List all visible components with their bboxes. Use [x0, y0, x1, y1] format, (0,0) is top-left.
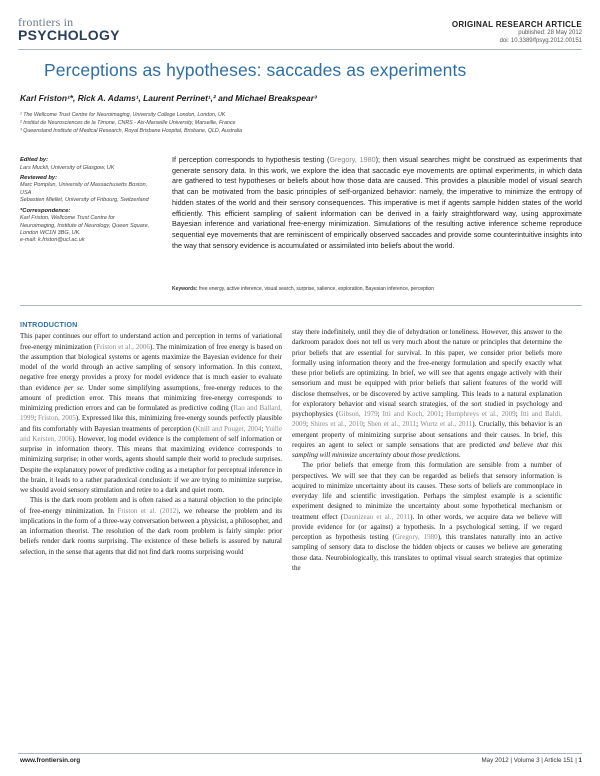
keywords-text: free energy, active inference, visual search, surprise, salience, exploration, Bayesian inference, perception: [198, 286, 434, 292]
editorial-sidebar: [20, 157, 150, 248]
issue-info: May 2012 | Volume 3 | Article 151 |: [481, 757, 577, 764]
keywords-label: Keywords:: [172, 286, 198, 292]
citation-link[interactable]: Itti and Baldi, 2009: [292, 410, 562, 429]
citation-link[interactable]: Daunizeau et al., 2011: [343, 512, 411, 521]
citation-link[interactable]: Yuille and Kersten, 2006: [20, 424, 282, 443]
body-text: ;: [377, 410, 383, 418]
citation-link[interactable]: Friston et al. (2012): [117, 506, 179, 515]
affiliation-2: ² Institut de Neurosciences de la Timone, CNRS - Aix-Marseille University, Marseille, France: [20, 120, 236, 126]
citation-link[interactable]: Shen et al., 2011: [367, 420, 417, 429]
body-text: .: [458, 451, 461, 459]
citation-link[interactable]: Wurtz et al., 2011: [420, 420, 473, 429]
body-text: ;: [515, 410, 521, 418]
citation-link[interactable]: Gregory, 1980: [394, 533, 438, 541]
body-text: ;: [34, 414, 39, 423]
article-type: ORIGINAL RESEARCH ARTICLE: [451, 20, 582, 29]
abstract-divider: [20, 305, 582, 306]
footer-divider: [18, 753, 582, 754]
body-text: ). Crucially, this behavior is an emergent property of minimizing surprise about sensations and their causes. In brief, this requires an agent to select or sample sensations that are predicted: [292, 420, 563, 449]
abstract-citation-link[interactable]: Gregory, 1980: [329, 155, 376, 164]
body-column-left: [20, 320, 282, 557]
keywords: [172, 286, 582, 293]
affiliations: [20, 111, 580, 135]
body-text: ). The minimization of free energy is based on the assumption that biological systems or agents maximize the Bayesian evidence for their model of the world through an active sampling of sensory information. In this context, negative free energy provides a proxy for model evidence that is much easier to evaluate than evidence: [20, 342, 282, 392]
body-column-right: [292, 327, 562, 573]
author-list: Karl Friston¹*, Rick A. Adams¹, Laurent Perrinet¹,² and Michael Breakspear³: [20, 93, 317, 103]
emphasized-text: and believe that this sampling will minimize uncertainty about those predictions: [292, 440, 562, 459]
paragraph: [20, 331, 282, 495]
correspondence-label: *Correspondence:: [20, 207, 71, 214]
body-text: The prior beliefs that emerge from this formulation are sensible from a number of perspectives. We will see that they can be regarded as beliefs that sensory information is acquired to minimize uncertainty about its causes. These sorts of beliefs are commonplace in everyday life and scientific investigation. Perhaps the simplest example is a scientific experiment designed to minimize the uncertainty about some hypothetical mechanism or treatment effect (: [292, 461, 562, 521]
body-text: ;: [261, 424, 266, 433]
body-text: , we rehearse the problem and its implications in the form of a three-way conversation between a physicist, a philosopher, and an information theorist. The resolution of the dark room problem is fairly simple: prior beliefs render dark rooms surprising. The existence of these beliefs is assured by natural selection, in the sense that agents that did not find dark rooms surprising would: [20, 506, 282, 556]
paragraph: [292, 460, 562, 573]
logo-top-text: frontiers in: [18, 15, 74, 29]
edited-by-value: Lars Muckli, University of Glasgow, UK: [20, 164, 115, 171]
body-text: ;: [362, 420, 368, 429]
citation-link[interactable]: Itti and Koch, 2001: [382, 410, 442, 418]
reviewed-by-label: Reviewed by:: [20, 174, 58, 181]
body-text: stay there indefinitely, until they die of dehydration or loneliness. However, this answer to the darkroom paradox does not tell us very much about the nature or principles that determine the prior beliefs that are essential for survival. In this paper, we consider prior beliefs more formally using information theory and the free-energy formulation and specify exactly what these prior beliefs are optimizing. In brief, we will see that agents engage actively with their sensorium and must be equipped with prior beliefs that salient features of the world will disclose themselves, or be discovered by active sampling. This leads to a natural explanation for exploratory behavior and visual search strategies, of the sort studied in psychology and psychophysics (: [292, 328, 562, 418]
citation-link[interactable]: Rao and Ballard, 1999: [20, 404, 282, 423]
abstract: [172, 155, 582, 251]
article-meta: [452, 20, 582, 45]
abstract-text-start: If perception corresponds to hypothesis testing (: [172, 155, 330, 164]
abstract-text-rest: ); then visual searches might be construed as experiments that generate sensory data. In this work, we explore the idea that saccadic eye movements are optimal experiments, in which data are gathered to test hypotheses or beliefs about how those data are caused. This provides a plausible model of visual search that can be motivated from the basic principles of self-organized behavior: namely, the imperative to minimize the entropy of hidden states of the world and their sensory consequences. This imperative is met if agents sample hidden states of the world efficiently. This efficient sampling of salient information can be derived in a fairly straightforward way, using approximate Bayesian inference and variational free-energy minimization. Simulations of the resulting active inference scheme reproduce sequential eye movements that are reminiscent of empirically observed saccades and provide some counterintuitive insights into the way that sensory evidence is accumulated or assimilated into beliefs about the world.: [172, 155, 582, 250]
body-text: ). Expressed like this, minimizing free-energy sounds perfectly plausible and fits comfortably with Bayesian treatments of perception (: [20, 414, 282, 433]
edited-by-label: Edited by:: [20, 157, 49, 163]
citation-link[interactable]: Friston et al., 2006: [96, 342, 150, 351]
citation-link[interactable]: Shires et al., 2010: [310, 420, 363, 429]
published-date: published: 28 May 2012: [518, 30, 582, 36]
body-text: ). In other words, we acquire data we believe will provide evidence for (or against) a hypothesis. In a psychological setting, if we regard perception as hypothesis testing (: [292, 512, 562, 541]
citation-link[interactable]: Gibson, 1979: [338, 410, 378, 418]
logo-bottom-text: PSYCHOLOGY: [18, 27, 120, 43]
body-text: . Under some simplifying assumptions, free-energy reduces to the amount of prediction error. This means that minimizing free-energy corresponds to minimizing prediction errors and can be formulated as predictive coding (: [20, 383, 282, 412]
journal-website-link[interactable]: www.frontiersin.org: [20, 757, 81, 764]
header-divider: [18, 49, 582, 50]
page-number: 1: [578, 757, 582, 764]
footer-issue-info: [482, 757, 582, 764]
body-text: ;: [441, 410, 447, 418]
reviewed-by-value: Marc Pomplun, University of Massachusetts Boston, USA Sebastien Miellet, University of Fribourg, Switzerland: [20, 182, 149, 204]
citation-link[interactable]: Humphreys et al., 2009: [446, 410, 516, 418]
emphasized-text: per se: [64, 383, 83, 392]
body-text: ;: [416, 420, 421, 429]
citation-link[interactable]: Knill and Pouget, 2004: [195, 424, 262, 433]
body-text: ), this translates naturally into an active sampling of sensory data to disclose the hidden objects or causes we believe are generating those data. Neurobiologically, this translates to optimal visual search strategies that optimize the: [292, 533, 562, 572]
paper-title: Perceptions as hypotheses: saccades as experiments: [44, 60, 467, 80]
journal-logo: [18, 16, 138, 43]
citation-link[interactable]: Friston, 2005: [38, 414, 76, 423]
body-text: ;: [306, 420, 311, 429]
paragraph: [20, 495, 282, 557]
body-text: ). However, log model evidence is the complement of self information or surprise in information theory. This means that maximizing evidence corresponds to minimizing surprise; in other words, agents should sample their world to preclude surprises. Despite the explanatory power of predictive coding as a metaphor for perceptual inference in the brain, it leads to a rather paradoxical conclusion: if we are trying to minimize surprise, we should avoid sensory stimulation and retire to a dark and quiet room.: [20, 434, 282, 494]
doi: doi: 10.3389/fpsyg.2012.00151: [499, 38, 582, 44]
body-text: This paper continues our effort to understand action and perception in terms of variational free-energy minimization (: [20, 332, 282, 351]
body-text: This is the dark room problem and is often raised as a natural objection to the principle of free-energy minimization. In: [20, 496, 282, 515]
correspondence-value[interactable]: Karl Friston, Wellcome Trust Centre for Neuroimaging, Institute of Neurology, Queen Square, London WC1N 3BG, UK. e-mail: k.friston@ucl.ac.uk: [20, 215, 150, 244]
paragraph: [292, 327, 562, 460]
affiliation-1: ¹ The Wellcome Trust Centre for Neuroimaging, University College London, London, UK: [20, 112, 226, 118]
section-heading-introduction: INTRODUCTION: [20, 320, 78, 329]
affiliation-3: ³ Queensland Institute of Medical Research, Royal Brisbane Hospital, Brisbane, QLD, Australia: [20, 128, 243, 134]
